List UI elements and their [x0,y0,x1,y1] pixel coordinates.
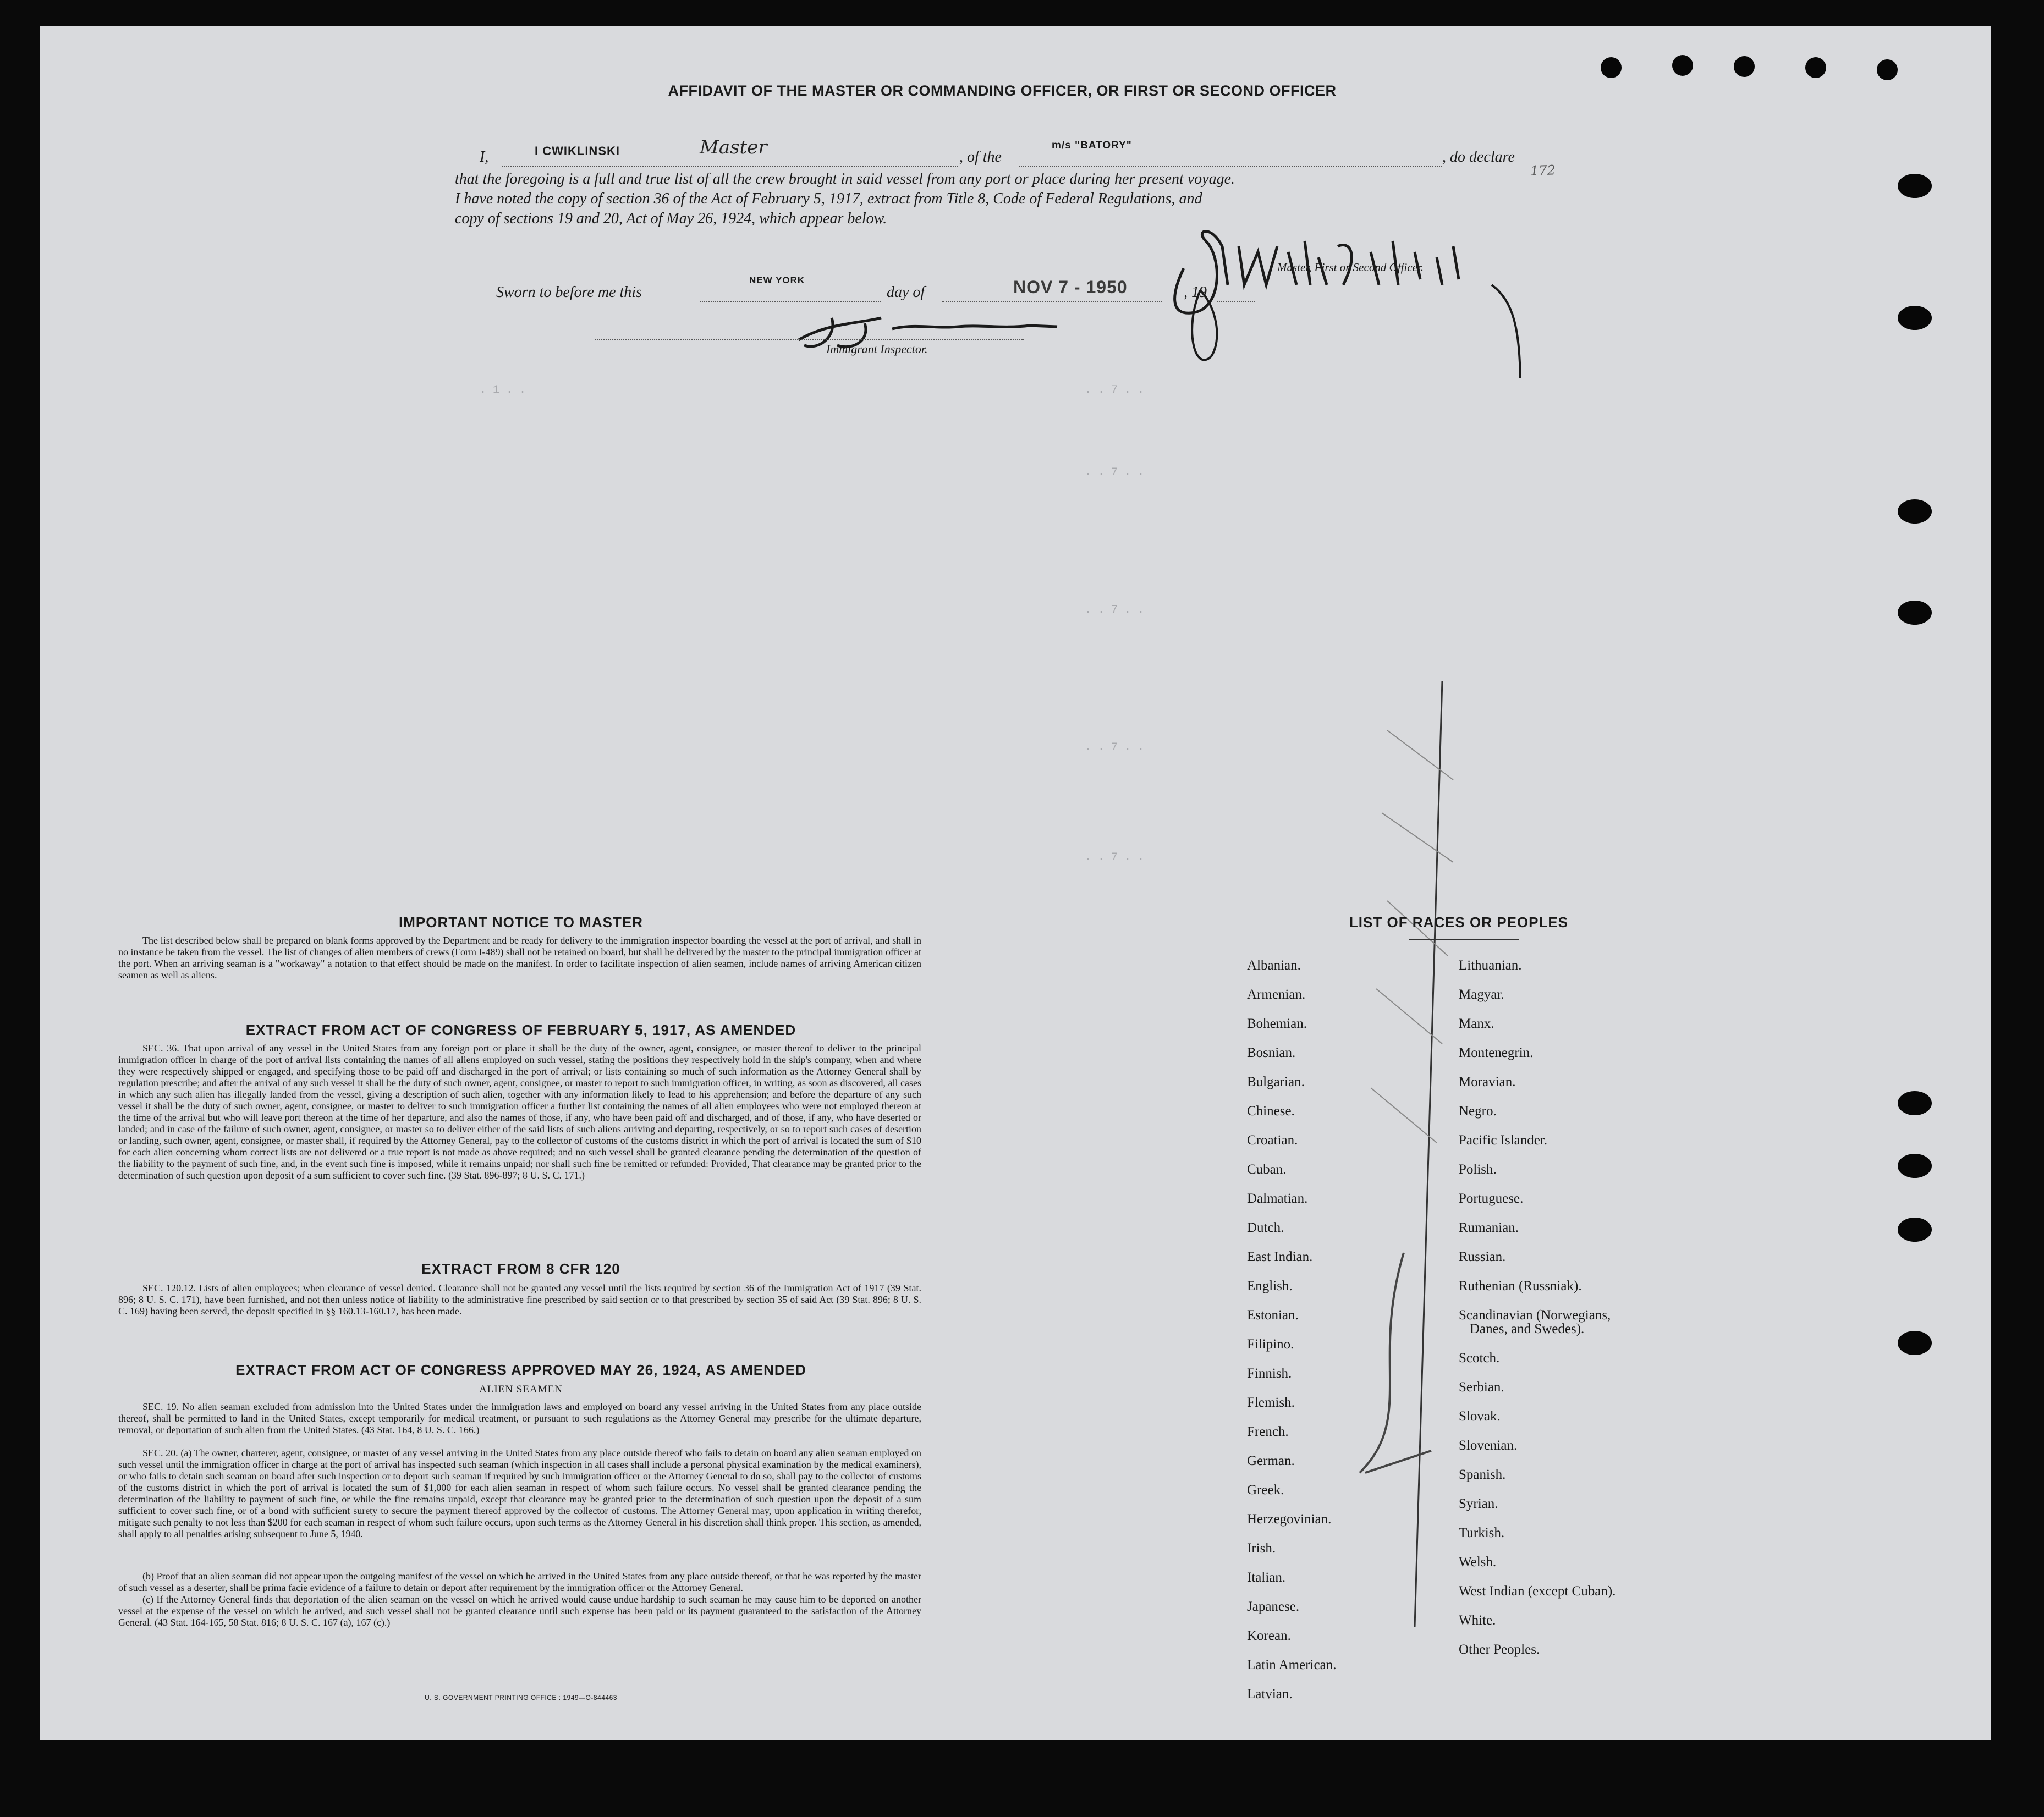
race-item: Bosnian. [1247,1045,1296,1060]
year-prefix: , 19 [1184,284,1207,301]
margin-number: 172 [1530,162,1556,179]
race-item: Negro. [1459,1104,1497,1119]
race-item: Croatian. [1247,1133,1298,1148]
sworn-label: Sworn to before me this [496,284,642,301]
extract-1924-sec20a: SEC. 20. (a) The owner, charterer, agent, consignee, or master of any vessel arriving in the United States from any place outside thereof who fails to detain on board any alien seaman employed on such vessel until the immigration officer in charge at the port of arrival has inspected such seaman (which inspection in all cases shall include a personal physical examination by the medical examiners), or who fails to detain such seaman on board after such inspection or to deport such seaman if required by such immigration officer or the Attorney General to do so, shall pay to the collector of customs of the customs district in which the port of arrival is located the sum of $1,000 for each alien seaman in respect of whom such failure occurs. No vessel shall be granted clearance pending the determination of the liability to payment of such fine, or while the fine remains unpaid, except that clearance may be granted prior to the determination of such question upon the deposit of a sum sufficient to cover such fine, or of a bond with sufficient surety to secure the payment thereof approved by the collector of customs. The Attorney General may, upon application in writing therefor, mitigate such penalty to not less than $200 for each seaman in respect of whom such failure occurs, upon such terms as the Attorney General in his discretion shall think proper. This section, as amended, shall apply to all penalties arising subsequent to June 5, 1940. [118,1447,921,1539]
race-item: White. [1459,1613,1496,1628]
bleed-through-marks: . . 7 . . [1085,466,1145,479]
punch-hole [1898,1218,1932,1242]
of-the-label: , of the [959,148,1002,166]
race-item: French. [1247,1424,1289,1439]
vessel-line [1019,166,1442,167]
notice-title: IMPORTANT NOTICE TO MASTER [399,914,643,930]
race-item: Cuban. [1247,1162,1287,1177]
extract-1917-body: SEC. 36. That upon arrival of any vessel in the United States from any foreign port or place it shall be the duty of the owner, agent, consignee, or master thereof to deliver to the principal immigration officer in charge of the port of arrival lists containing the names of all aliens employed on such vessel, stating the positions they respectively hold in the ship's company, when and where they were respectively shipped or engaged, and specifying those to be paid off and discharged in the port of arrival; or lists containing so much of such information as the Attorney General shall by regulation prescribe; and after the arrival of any such vessel it shall be the duty of such owner, agent, consignee, or master to report to such immigration officer, in writing, as soon as discovered, all cases in which any such alien has illegally landed from the vessel, giving a description of such alien, together with any information likely to lead to his apprehension; and before the departure of any such vessel it shall be the duty of such owner, agent, consignee, or master to deliver to such immigration officer a further list containing the names of all alien employees who were not employed thereon at the time of the arrival but who will leave port thereon at the time of her departure, and also the names of those, if any, who have been paid off and discharged, and of those, if any, who have deserted or landed; and in case of the failure of such owner, agent, consignee, or master so to deliver either of the said lists of such aliens arriving and departing, respectively, or so to report such cases of desertion or landing, such owner, agent, consignee, or master shall, if required by the Attorney General, pay to the collector of customs of the customs district in which the port of arrival is located the sum of $10 for each alien concerning whom correct lists are not delivered or a true report is not made as above required; and no such vessel shall be granted clearance pending the determination of the question of the liability to the payment of such fine, and, in the event such fine is imposed, while it remains unpaid; nor shall such fine be remitted or refunded: Provided, That clearance may be granted prior to the determination of such question upon deposit of a sum sufficient to cover such fine. (39 Stat. 896-897; 8 U. S. C. 171.) [118,1043,921,1181]
race-item: West Indian (except Cuban). [1459,1584,1616,1599]
punch-hole [1672,55,1693,76]
punch-hole [1898,306,1932,330]
cfr-body: SEC. 120.12. Lists of alien employees; when clearance of vessel denied. Clearance shall not be granted any vessel until the lists required by section 36 of the Immigration Act of 1917 (39 Stat. 896; 8 U. S. C. 171), have been furnished, and not then unless notice of liability to the administrative fine prescribed by said section or to that prescribed by section 35 of said Act (39 Stat. 896; 8 U. S. C. 169) having been served, the deposit specified in §§ 160.13-160.17, has been made. [118,1282,921,1317]
race-item: Slovak. [1459,1409,1501,1424]
race-item: Montenegrin. [1459,1045,1534,1060]
punch-hole [1898,1331,1932,1355]
race-item: Manx. [1459,1016,1494,1031]
race-item: Latvian. [1247,1687,1293,1702]
race-item: Latin American. [1247,1658,1337,1672]
race-item: Bohemian. [1247,1016,1307,1031]
race-item: Finnish. [1247,1366,1292,1381]
affidavit-line-4: copy of sections 19 and 20, Act of May 26, 1924, which appear below. [455,210,887,227]
race-item: Polish. [1459,1162,1497,1177]
race-item: Estonian. [1247,1308,1299,1323]
race-item: Welsh. [1459,1555,1497,1570]
date-stamp: NOV 7 - 1950 [1013,277,1128,297]
master-name: I CWIKLINSKI [535,144,620,158]
race-item: Russian. [1459,1249,1506,1264]
race-item: English. [1247,1279,1293,1293]
extract-1924-sec20c: (c) If the Attorney General finds that deportation of the alien seaman on the vessel on which he arrived would cause undue hardship to such seaman he may cause him to be deported on another vessel at the expense of the vessel on which he arrived, and such vessel shall not be granted clearance until such expense has been paid or its payment guaranteed to the satisfaction of the Attorney General. (43 Stat. 164-165, 58 Stat. 816; 8 U. S. C. 167 (a), 167 (c).) [118,1594,921,1628]
race-item: Turkish. [1459,1526,1505,1540]
punch-hole [1877,59,1898,80]
race-item: Chinese. [1247,1104,1295,1119]
race-item: Scotch. [1459,1351,1500,1365]
sworn-place: NEW YORK [749,275,805,285]
races-title-rule [1409,939,1519,940]
race-item: Italian. [1247,1570,1286,1585]
vessel-name: m/s "BATORY" [1052,140,1132,151]
race-item: Herzegovinian. [1247,1512,1332,1527]
extract-1924-sec19: SEC. 19. No alien seaman excluded from admission into the United States under the immigration laws and employed on board any vessel arriving in the United States from any place outside thereof, shall be permitted to land in the United States, except temporarily for medical treatment, or pursuant to such regulations as the Attorney General may prescribe for the ultimate departure, removal, or deportation of such alien from the United States. (43 Stat. 164, 8 U. S. C. 166.) [118,1401,921,1435]
master-name-line [502,166,958,167]
race-item: Lithuanian. [1459,958,1522,973]
year-line [1217,301,1255,302]
punch-hole [1805,57,1826,78]
affidavit-heading: AFFIDAVIT OF THE MASTER OR COMMANDING OFFICER, OR FIRST OR SECOND OFFICER [668,82,1337,99]
race-item: Bulgarian. [1247,1075,1305,1089]
punch-hole [1898,499,1932,524]
race-item: Pacific Islander. [1459,1133,1548,1148]
handwritten-tally [1305,648,1481,1638]
do-declare-label: , do declare [1442,148,1515,166]
extract-1917-title: EXTRACT FROM ACT OF CONGRESS OF FEBRUARY 5, 1917, AS AMENDED [245,1022,796,1038]
bleed-through-marks: . . 7 . . [1085,384,1145,397]
notice-body: The list described below shall be prepared on blank forms approved by the Department and be ready for delivery to the immigration inspector boarding the vessel at the port of arrival, and shall in no instance be taken from the vessel. The list of changes of alien members of crews (Form I-489) shall not be retained on board, but shall be delivered by the master to the principal immigration officer at the port. When an arriving seaman is a "workaway" a notation to that effect should be made on the manifest. In order to facilitate inspection of alien seamen, include names of arriving American citizen seamen as well as aliens. [118,935,921,981]
race-item: Greek. [1247,1483,1284,1497]
race-item: Scandinavian (Norwegians, [1459,1308,1611,1323]
races-title: LIST OF RACES OR PEOPLES [1349,914,1569,930]
race-item: German. [1247,1453,1295,1468]
race-item: East Indian. [1247,1249,1313,1264]
master-signature-label: Master, First or Second Officer. [1277,261,1424,274]
master-signature [1162,208,1536,384]
race-item: Syrian. [1459,1496,1498,1511]
race-item: Dalmatian. [1247,1191,1308,1206]
race-item: Flemish. [1247,1395,1295,1410]
race-item: Danes, and Swedes). [1470,1322,1585,1336]
bleed-through-marks: . . 7 . . [1085,851,1145,864]
race-item: Spanish. [1459,1467,1506,1482]
affidavit-i-label: I, [480,148,489,166]
day-of-label: day of [887,284,925,301]
race-item: Korean. [1247,1628,1291,1643]
punch-hole [1898,1154,1932,1178]
extract-1924-sec20b: (b) Proof that an alien seaman did not appear upon the outgoing manifest of the vessel on which he arrived in the United States from any place outside thereof, or that he was reported by the master of such vessel as a deserter, shall be prima facie evidence of a failure to detain or deport after requirement by the immigration officer or the Attorney General. [118,1571,921,1593]
affidavit-line-3: I have noted the copy of section 36 of the Act of February 5, 1917, extract from Title 8, Code of Federal Regulations, and [455,190,1202,207]
bleed-through-marks: . . 7 . . [1085,741,1145,754]
punch-hole [1898,601,1932,625]
inspector-line [595,339,1024,340]
race-item: Other Peoples. [1459,1642,1540,1657]
race-item: Magyar. [1459,987,1504,1002]
race-item: Portuguese. [1459,1191,1524,1206]
race-item: Ruthenian (Russniak). [1459,1279,1582,1293]
punch-hole [1734,56,1755,77]
punch-hole [1601,57,1622,78]
master-title-handwritten: Master [700,136,767,158]
race-item: Japanese. [1247,1599,1300,1614]
document-sheet [40,26,1991,1740]
race-item: Serbian. [1459,1380,1504,1395]
inspector-label: Immigrant Inspector. [826,342,928,356]
affidavit-line-2: that the foregoing is a full and true list of all the crew brought in said vessel from any port or place during her present voyage. [455,170,1235,188]
punch-hole [1898,174,1932,198]
race-item: Filipino. [1247,1337,1294,1352]
gpo-imprint: U. S. GOVERNMENT PRINTING OFFICE : 1949—O-844463 [425,1694,617,1702]
race-item: Dutch. [1247,1220,1284,1235]
punch-hole [1898,1091,1932,1115]
extract-1924-subtitle: ALIEN SEAMEN [479,1384,563,1395]
race-item: Armenian. [1247,987,1306,1002]
bleed-through-marks: . . 7 . . [1085,604,1145,616]
race-item: Moravian. [1459,1075,1516,1089]
bleed-through-marks: . 1 . . [480,384,526,397]
race-item: Rumanian. [1459,1220,1519,1235]
extract-1924-title: EXTRACT FROM ACT OF CONGRESS APPROVED MAY 26, 1924, AS AMENDED [235,1362,806,1378]
race-item: Albanian. [1247,958,1301,973]
race-item: Slovenian. [1459,1438,1518,1453]
cfr-title: EXTRACT FROM 8 CFR 120 [421,1260,620,1277]
race-item: Irish. [1247,1541,1276,1556]
